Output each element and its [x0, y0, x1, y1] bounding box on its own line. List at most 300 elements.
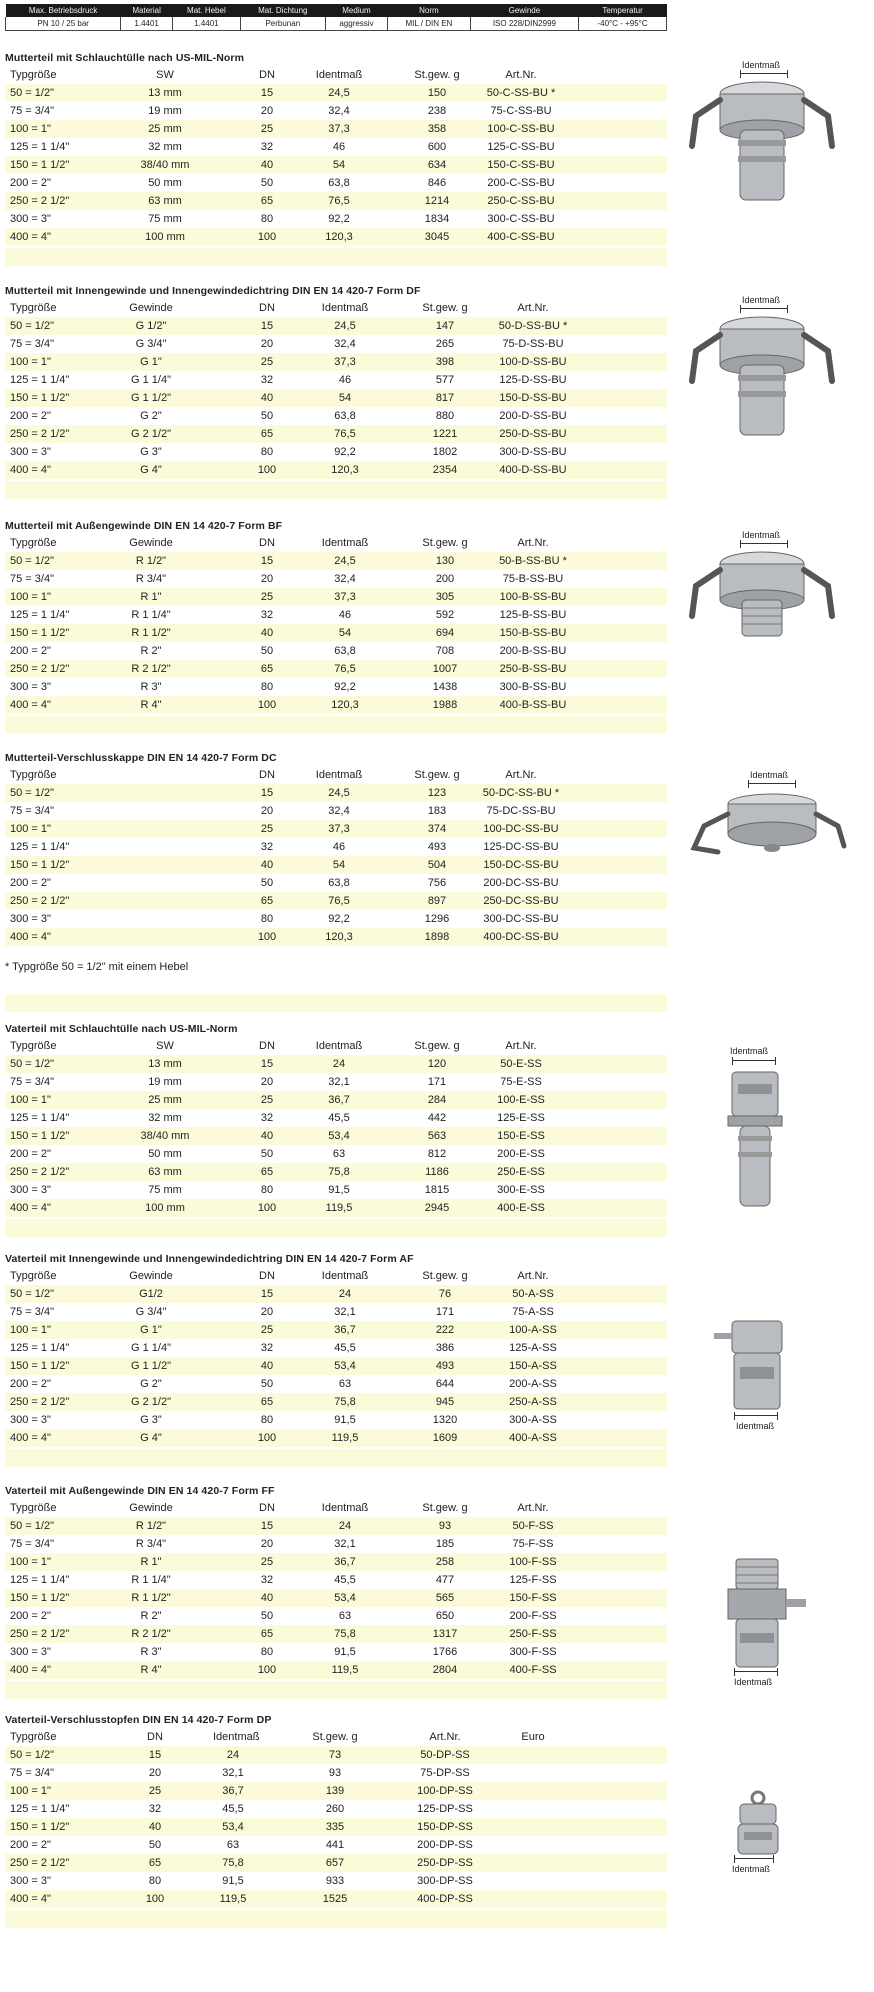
table-row: [5, 838, 667, 856]
table-cell: 13 mm: [148, 1058, 182, 1070]
table-cell: 238: [427, 105, 447, 117]
table-row: [5, 678, 667, 696]
table-cell: 63 mm: [148, 1166, 182, 1178]
table-cell: 73: [328, 1749, 342, 1761]
table-cell: 24: [332, 1058, 346, 1070]
column-header: Typgröße: [10, 537, 57, 549]
table-cell: 25: [260, 591, 274, 603]
table-cell: 2804: [432, 1664, 458, 1676]
table-cell: 75-A-SS: [512, 1306, 554, 1318]
table-row: [5, 784, 667, 802]
table-row: [5, 1357, 667, 1375]
table-cell: 19 mm: [148, 1076, 182, 1088]
table-row: [5, 1661, 667, 1679]
table-cell: 592: [435, 609, 455, 621]
table-cell: 15: [260, 1058, 274, 1070]
column-header: St.gew. g: [422, 1270, 468, 1282]
table-cell: 25: [260, 356, 274, 368]
table-cell: 100: [257, 1202, 277, 1214]
column-header: Identmaß: [213, 1731, 260, 1743]
table-header-row: [5, 1267, 667, 1285]
table-cell: 76,5: [328, 195, 350, 207]
table-cell: 100 = 1": [10, 356, 51, 368]
column-header: Typgröße: [10, 1731, 57, 1743]
table-cell: 284: [427, 1094, 447, 1106]
dimension-line: [740, 308, 788, 309]
section-title: Mutterteil-Verschlusskappe DIN EN 14 420-7 Form DC: [5, 752, 277, 764]
table-cell: G 2": [140, 1378, 162, 1390]
table-cell: 50: [260, 645, 274, 657]
table-cell: 125 = 1 1/4": [10, 1112, 70, 1124]
table-cell: 150 = 1 1/2": [10, 1592, 70, 1604]
table-cell: 200-C-SS-BU: [487, 177, 555, 189]
table-cell: 54: [338, 392, 352, 404]
table-cell: G 1 1/2": [131, 1360, 171, 1372]
table-cell: 305: [435, 591, 455, 603]
table-cell: 150-C-SS-BU: [487, 159, 555, 171]
table-row: [5, 389, 667, 407]
table-row: [5, 1163, 667, 1181]
table-cell: 400-C-SS-BU: [487, 231, 555, 243]
table-header-row: [5, 1037, 667, 1055]
table-row: [5, 443, 667, 461]
table-row: [5, 624, 667, 642]
spec-label: Max. Betriebsdruck: [6, 4, 121, 17]
table-cell: 93: [328, 1767, 342, 1779]
table-row: [5, 696, 667, 714]
table-cell: 200: [435, 573, 455, 585]
table-header-row: [5, 66, 667, 84]
table-cell: 1007: [432, 663, 458, 675]
table-cell: 812: [427, 1148, 447, 1160]
spec-value: Perbunan: [240, 17, 325, 31]
table-cell: 32,1: [334, 1538, 356, 1550]
table-cell: 20: [260, 1306, 274, 1318]
table-row: [5, 1571, 667, 1589]
table-row: [5, 1607, 667, 1625]
table-row: [5, 1055, 667, 1073]
table-cell: 15: [260, 555, 274, 567]
table-cell: 80: [260, 681, 274, 693]
table-cell: 150 = 1 1/2": [10, 1821, 70, 1833]
table-row: [5, 210, 667, 228]
table-cell: 46: [338, 609, 352, 621]
identmass-label: Identmaß: [742, 530, 781, 540]
table-row: [5, 1073, 667, 1091]
table-cell: 63,8: [328, 177, 350, 189]
table-row: [5, 1393, 667, 1411]
table-cell: 300 = 3": [10, 446, 51, 458]
table-cell: 150: [427, 87, 447, 99]
table-cell: 250-D-SS-BU: [499, 428, 567, 440]
female-coupling-icon: [688, 530, 838, 685]
table-cell: 125 = 1 1/4": [10, 374, 70, 386]
table-cell: 708: [435, 645, 455, 657]
table-cell: 130: [435, 555, 455, 567]
table-cell: 36,7: [328, 1094, 350, 1106]
table-cell: 250 = 2 1/2": [10, 1396, 70, 1408]
table-row: [5, 910, 667, 928]
table-cell: 897: [427, 895, 447, 907]
spec-value: 1.4401: [172, 17, 240, 31]
table-cell: 119,5: [331, 1432, 359, 1444]
table-cell: 400 = 4": [10, 699, 51, 711]
table-cell: 100-A-SS: [509, 1324, 557, 1336]
column-header: DN: [259, 769, 275, 781]
column-header: Art.Nr.: [505, 769, 537, 781]
table-cell: 75-DP-SS: [420, 1767, 470, 1779]
table-row: [5, 461, 667, 479]
table-cell: G 1 1/4": [131, 1342, 171, 1354]
table-cell: 24: [338, 1288, 352, 1300]
table-cell: 300-B-SS-BU: [499, 681, 567, 693]
table-cell: 200-F-SS: [509, 1610, 557, 1622]
table-cell: 63,8: [334, 410, 356, 422]
table-row: [5, 802, 667, 820]
column-header: Art.Nr.: [429, 1731, 461, 1743]
dimension-line: [740, 543, 788, 544]
table-row: [5, 1303, 667, 1321]
table-cell: 119,5: [325, 1202, 353, 1214]
table-cell: 75-D-SS-BU: [502, 338, 564, 350]
table-cell: 50-A-SS: [512, 1288, 554, 1300]
table-cell: 493: [435, 1360, 455, 1372]
table-row: [5, 1872, 667, 1890]
table-cell: 54: [338, 627, 352, 639]
table-cell: 80: [260, 446, 274, 458]
table-cell: G 1 1/2": [131, 392, 171, 404]
table-cell: 53,4: [334, 1592, 356, 1604]
table-cell: 24: [338, 1520, 352, 1532]
table-cell: 53,4: [222, 1821, 244, 1833]
table-cell: 400-DP-SS: [417, 1893, 473, 1905]
table-row: [5, 1127, 667, 1145]
identmass-label: Identmaß: [742, 60, 781, 70]
table-cell: 25: [148, 1785, 162, 1797]
table-cell: 125-DP-SS: [417, 1803, 473, 1815]
table-cell: R 2 1/2": [131, 1628, 171, 1640]
table-row: [5, 84, 667, 102]
table-cell: 50-DP-SS: [420, 1749, 470, 1761]
table-cell: 100: [257, 699, 277, 711]
table-cell: 1766: [432, 1646, 458, 1658]
table-cell: 75,8: [328, 1166, 350, 1178]
table-cell: 32: [260, 1574, 274, 1586]
table-cell: 817: [435, 392, 455, 404]
table-cell: 50 = 1/2": [10, 1749, 54, 1761]
table-cell: 100-B-SS-BU: [499, 591, 567, 603]
table-cell: 250 = 2 1/2": [10, 663, 70, 675]
table-cell: 32,1: [334, 1306, 356, 1318]
table-cell: 400-DC-SS-BU: [483, 931, 559, 943]
table-cell: 50-B-SS-BU *: [499, 555, 567, 567]
section-title: Vaterteil mit Schlauchtülle nach US-MIL-Norm: [5, 1023, 238, 1035]
table-cell: 300-D-SS-BU: [499, 446, 567, 458]
table-cell: 32,1: [328, 1076, 350, 1088]
table-cell: 644: [435, 1378, 455, 1390]
table-cell: 577: [435, 374, 455, 386]
table-cell: 400-A-SS: [509, 1432, 557, 1444]
table-cell: 75 = 3/4": [10, 805, 54, 817]
table-cell: 400 = 4": [10, 931, 51, 943]
table-cell: 100: [257, 464, 277, 476]
table-cell: 250-DP-SS: [417, 1857, 473, 1869]
table-cell: 50: [260, 877, 274, 889]
table-cell: 3045: [424, 231, 450, 243]
table-cell: 37,3: [334, 591, 356, 603]
spec-label: Medium: [325, 4, 387, 17]
table-cell: 400 = 4": [10, 1893, 51, 1905]
column-header: Identmaß: [321, 1502, 369, 1514]
table-cell: 125-E-SS: [497, 1112, 545, 1124]
table-cell: 335: [325, 1821, 345, 1833]
spec-value: 1.4401: [121, 17, 173, 31]
column-header: St.gew. g: [414, 1040, 460, 1052]
table-cell: G 4": [140, 1432, 162, 1444]
table-row: [5, 1517, 667, 1535]
section-title: Vaterteil mit Außengewinde DIN EN 14 420-7 Form FF: [5, 1485, 275, 1497]
table-cell: 20: [260, 1538, 274, 1550]
spec-table: [5, 299, 667, 479]
table-cell: 75,8: [222, 1857, 244, 1869]
spec-value: aggressiv: [325, 17, 387, 31]
column-header: Gewinde: [129, 1502, 173, 1514]
table-cell: 183: [427, 805, 447, 817]
table-cell: 150-E-SS: [497, 1130, 545, 1142]
column-header: Identmaß: [321, 537, 369, 549]
table-row: [5, 1836, 667, 1854]
table-cell: 50: [148, 1839, 162, 1851]
table-cell: 100 = 1": [10, 1556, 51, 1568]
table-cell: R 2": [140, 1610, 162, 1622]
table-cell: 24,5: [334, 320, 356, 332]
table-cell: R 2": [140, 645, 162, 657]
table-cell: 50 mm: [148, 1148, 182, 1160]
table-cell: 2354: [432, 464, 458, 476]
table-cell: 91,5: [334, 1414, 356, 1426]
table-cell: 400-F-SS: [509, 1664, 557, 1676]
table-cell: 139: [325, 1785, 345, 1797]
column-header: Art.Nr.: [505, 69, 537, 81]
table-cell: 75 = 3/4": [10, 573, 54, 585]
table-cell: 53,4: [334, 1360, 356, 1372]
column-header: Identmaß: [315, 1040, 363, 1052]
table-cell: 25: [260, 1556, 274, 1568]
table-cell: 93: [438, 1520, 452, 1532]
table-cell: 1988: [432, 699, 458, 711]
table-row: [5, 335, 667, 353]
spec-label: Norm: [388, 4, 470, 17]
table-row: [5, 1764, 667, 1782]
table-cell: 2945: [424, 1202, 450, 1214]
column-header: St.gew. g: [414, 769, 460, 781]
identmass-label: Identmaß: [732, 1864, 771, 1874]
table-cell: 300 = 3": [10, 1646, 51, 1658]
table-cell: 150 = 1 1/2": [10, 1360, 70, 1372]
table-cell: 125-A-SS: [509, 1342, 557, 1354]
table-cell: R 3/4": [135, 573, 167, 585]
table-cell: 37,3: [328, 823, 350, 835]
table-cell: 63,8: [334, 645, 356, 657]
table-cell: 300-E-SS: [497, 1184, 545, 1196]
table-row: [5, 156, 667, 174]
table-row: [5, 1339, 667, 1357]
table-cell: 20: [260, 105, 274, 117]
table-row: [5, 892, 667, 910]
table-cell: 63: [338, 1610, 352, 1622]
dimension-line: [740, 73, 788, 74]
table-row: [5, 1321, 667, 1339]
table-cell: 100: [145, 1893, 165, 1905]
spec-value: PN 10 / 25 bar: [6, 17, 121, 31]
footnote: * Typgröße 50 = 1/2" mit einem Hebel: [5, 958, 667, 976]
table-cell: 250-DC-SS-BU: [483, 895, 559, 907]
table-cell: R 4": [140, 1664, 162, 1676]
table-cell: 65: [148, 1857, 162, 1869]
table-cell: 50-DC-SS-BU *: [482, 787, 560, 799]
table-cell: G 2": [140, 410, 162, 422]
table-cell: 600: [427, 141, 447, 153]
table-cell: 25 mm: [148, 1094, 182, 1106]
column-header: St.gew. g: [422, 302, 468, 314]
table-cell: R 1 1/2": [131, 1592, 171, 1604]
column-header: Typgröße: [10, 769, 57, 781]
table-cell: 100: [257, 231, 277, 243]
table-cell: 250-E-SS: [497, 1166, 545, 1178]
spec-value: ISO 228/DIN2999: [470, 17, 578, 31]
table-cell: 1802: [432, 446, 458, 458]
table-cell: 147: [435, 320, 455, 332]
table-cell: 150-DC-SS-BU: [483, 859, 559, 871]
spec-table: [5, 1728, 667, 1908]
spec-value: MIL / DIN EN: [388, 17, 470, 31]
table-cell: G 1/2": [135, 320, 167, 332]
table-cell: 250 = 2 1/2": [10, 195, 70, 207]
table-cell: R 3/4": [135, 1538, 167, 1550]
table-cell: G 3": [140, 446, 162, 458]
table-cell: 300-C-SS-BU: [487, 213, 555, 225]
table-cell: 300-DC-SS-BU: [483, 913, 559, 925]
table-row: [5, 317, 667, 335]
table-cell: 50-C-SS-BU *: [486, 87, 556, 99]
table-cell: 50: [260, 1148, 274, 1160]
table-cell: 1525: [322, 1893, 348, 1905]
table-cell: 24,5: [328, 787, 350, 799]
table-row: [5, 1145, 667, 1163]
table-cell: 75 = 3/4": [10, 1538, 54, 1550]
table-cell: 40: [260, 392, 274, 404]
table-cell: 40: [260, 627, 274, 639]
table-cell: 400 = 4": [10, 1202, 51, 1214]
section-title: Mutterteil mit Innengewinde und Innengewindedichtring DIN EN 14 420-7 Form DF: [5, 285, 421, 297]
table-cell: 92,2: [328, 913, 350, 925]
table-cell: 80: [260, 1184, 274, 1196]
table-cell: 76,5: [328, 895, 350, 907]
table-cell: 24,5: [328, 87, 350, 99]
male-coupling-icon: [722, 1046, 792, 1215]
table-cell: 200 = 2": [10, 645, 51, 657]
table-cell: 63,8: [328, 877, 350, 889]
table-cell: 120,3: [331, 699, 359, 711]
table-cell: 65: [260, 428, 274, 440]
identmass-label: Identmaß: [734, 1677, 773, 1687]
column-header: St.gew. g: [414, 69, 460, 81]
table-cell: 38/40 mm: [140, 159, 190, 171]
table-cell: 300 = 3": [10, 1184, 51, 1196]
column-header: Typgröße: [10, 1502, 57, 1514]
table-cell: 100: [257, 931, 277, 943]
table-cell: 36,7: [334, 1324, 356, 1336]
table-cell: 15: [260, 787, 274, 799]
table-cell: 125 = 1 1/4": [10, 841, 70, 853]
table-cell: 50 = 1/2": [10, 320, 54, 332]
table-cell: 80: [148, 1875, 162, 1887]
table-row: [5, 588, 667, 606]
table-cell: 100 mm: [145, 231, 185, 243]
table-cell: 80: [260, 913, 274, 925]
column-header: Identmaß: [321, 1270, 369, 1282]
column-header: Typgröße: [10, 1270, 57, 1282]
table-cell: G 3/4": [135, 1306, 167, 1318]
table-cell: 63: [332, 1148, 346, 1160]
table-cell: 20: [148, 1767, 162, 1779]
table-cell: R 3": [140, 681, 162, 693]
table-cell: 300 = 3": [10, 1414, 51, 1426]
table-row: [5, 606, 667, 624]
table-cell: 25: [260, 823, 274, 835]
table-row: [5, 371, 667, 389]
table-cell: 32: [260, 1342, 274, 1354]
column-header: Identmaß: [315, 769, 363, 781]
table-cell: 125 = 1 1/4": [10, 609, 70, 621]
table-cell: G 2 1/2": [131, 1396, 171, 1408]
table-cell: R 1": [140, 1556, 162, 1568]
table-cell: 50 mm: [148, 177, 182, 189]
table-row: [5, 174, 667, 192]
table-cell: 50 = 1/2": [10, 1520, 54, 1532]
table-cell: 50 = 1/2": [10, 87, 54, 99]
table-cell: 100-F-SS: [509, 1556, 557, 1568]
table-cell: 125-C-SS-BU: [487, 141, 555, 153]
spec-header-table: [5, 4, 667, 31]
spec-table: [5, 766, 667, 946]
table-cell: 32: [260, 374, 274, 386]
table-cell: 65: [260, 1396, 274, 1408]
table-cell: 75 mm: [148, 213, 182, 225]
table-cell: 32,4: [334, 338, 356, 350]
table-cell: 36,7: [334, 1556, 356, 1568]
table-cell: 20: [260, 573, 274, 585]
table-cell: 91,5: [328, 1184, 350, 1196]
female-coupling-icon: [688, 60, 838, 215]
table-cell: 265: [435, 338, 455, 350]
table-cell: 65: [260, 195, 274, 207]
table-cell: 493: [427, 841, 447, 853]
column-header: DN: [259, 69, 275, 81]
table-cell: 150 = 1 1/2": [10, 159, 70, 171]
table-cell: 200-A-SS: [509, 1378, 557, 1390]
table-row: [5, 102, 667, 120]
section-divider-band: [5, 994, 667, 1012]
table-cell: 100 = 1": [10, 1785, 51, 1797]
table-row: [5, 856, 667, 874]
table-cell: 40: [148, 1821, 162, 1833]
spec-value: -40°C - +95°C: [579, 17, 667, 31]
table-cell: 100 = 1": [10, 123, 51, 135]
table-cell: 40: [260, 1130, 274, 1142]
table-cell: 65: [260, 663, 274, 675]
table-cell: 75 = 3/4": [10, 1306, 54, 1318]
